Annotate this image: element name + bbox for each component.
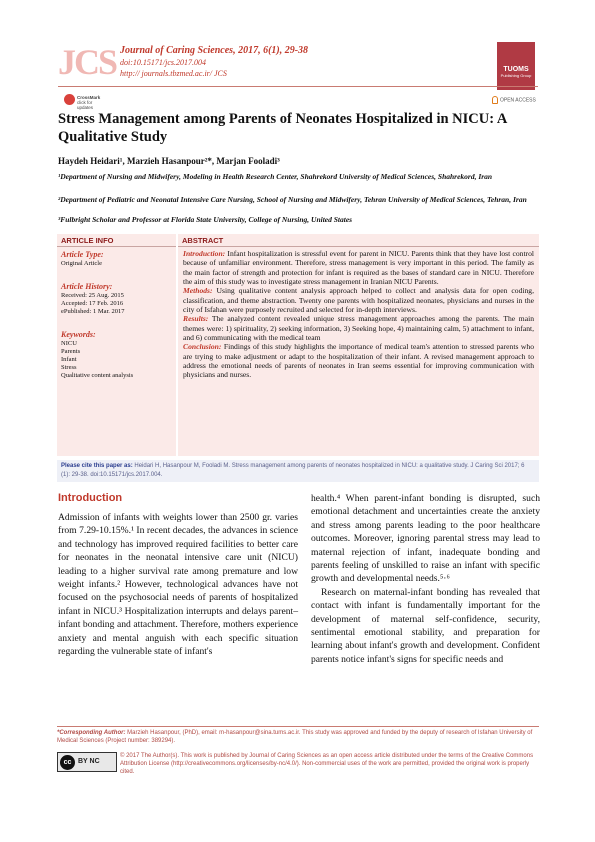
license-section — [57, 752, 539, 792]
journal-doi[interactable]: doi:10.15171/jcs.2017.004 — [120, 58, 206, 67]
crossmark-label: CrossMark — [77, 95, 101, 100]
keyword-item: Parents — [61, 348, 81, 355]
journal-info — [120, 45, 420, 79]
corresponding-author-note — [57, 729, 539, 746]
corresponding-author-label: *Corresponding Author: — [57, 730, 126, 736]
citation-text: Heidari H, Hasanpour M, Fooladi M. Stress management among parents of neonates hospitalized in NICU: a qualitative study. J Caring Sci 2017; 6 (1): 29-38. doi:10.15171/jcs.2017.004. — [61, 463, 525, 478]
crossmark-icon — [64, 94, 75, 105]
accepted-date: Accepted: 17 Feb. 2016 — [61, 300, 124, 307]
keywords-label: Keywords: — [61, 330, 96, 339]
journal-logo: JCS — [58, 42, 117, 82]
article-title: Stress Management among Parents of Neonates Hospitalized in NICU: A Qualitative Study — [58, 111, 507, 145]
open-access-badge — [492, 96, 542, 106]
journal-url[interactable]: http:// journals.tbzmed.ac.ir/ JCS — [120, 69, 227, 78]
keyword-item: Qualitative content analysis — [61, 372, 134, 379]
body-paragraph: Research on maternal-infant bonding has revealed that contact with infant is fundamentally important for the development of maternal self-confidence, security, sentimental emotional stability, and preparation for learning about infant's growth and development. Confident parents notice infant's signs for specific needs and — [311, 586, 540, 665]
license-text: © 2017 The Author(s). This work is published by Journal of Caring Sciences as an open access article distributed under the terms of the Creative Commons Attribution License (http://creativecommons.org/licenses/by-nc/4.0/). Non-commercial uses of the work are permitted, provided the original work is properly cited. — [120, 753, 534, 776]
open-access-label: OPEN ACCESS — [500, 97, 536, 104]
abstract-introduction: Introduction: Infant hospitalization is stressful event for parent in NICU. Parents think that they have lost control because of unfamiliar environment. Therefore, stress management is very important in this period. The family as the main factor of strength and protection for infant is required as the bases of standard care in NICU. Therefore the aim of this study was to investigate stress management in Iranian NICU Parents. — [183, 249, 534, 287]
citation-label: Please cite this paper as: — [61, 463, 133, 469]
received-date: Received: 25 Aug. 2015 — [61, 292, 124, 299]
abstract-conclusion: Conclusion: Findings of this study highlights the importance of medical team's attention to stressed parents who are trying to make adjustment or adapt to the hospitalization of their infant. A revised management approach to address the emotional needs of parents of neonates in Iran seems essential for improving communication with physicians and nurses. — [183, 342, 534, 380]
body-paragraph: health.⁴ When parent-infant bonding is disrupted, such emotional detachment and uncertainties create the anxiety and stress among parents leading to the poor healthcare outcomes. Moreover, ignoring parental stress may lead to maternal rejection of infant, inadequate bonding and parents feeling of unskilled to raise an infant with specific growth and developmental needs.⁵·⁶ — [311, 493, 540, 585]
crossmark-sub: click for updates — [77, 100, 94, 110]
creative-commons-icon: cc — [60, 755, 75, 770]
affiliation-2: ²Department of Pediatric and Neonatal Intensive Care Nursing, School of Nursing and Midwifery, Tehran University of Medical Sciences, Tehran, Iran — [58, 195, 527, 204]
header-divider — [58, 86, 538, 87]
article-history-label: Article History: — [61, 282, 113, 291]
publisher-logo — [497, 42, 535, 90]
abstract-methods: Methods: Using qualitative content analysis approach helped to collect and analysis data for open coding, classification, and theme abstraction. Twenty one parents with hospitalized neonates, physicians and nurses in the city of Isfahan were purposely recruited and selected for in-depth interviews. — [183, 286, 534, 315]
keyword-item: Infant — [61, 356, 77, 363]
article-info-panel — [57, 234, 176, 456]
abstract-panel — [178, 234, 539, 456]
body-right-column — [311, 492, 540, 666]
abstract-results: Results: The analyzed content revealed unique stress management approaches among the parents. The main themes were: 1) spirituality, 2) seeking information, 3) Seeking hope, 4) maintaining calm, 5) attachment to infant, and 6) communicating with the medical team — [183, 314, 534, 343]
corresponding-author-text: Marzieh Hasanpour, (PhD), email: m-hasanpour@sina.tums.ac.ir. This study was approved and funded by the deputy of research of Isfahan University of Medical Sciences (Project number: 389294). — [57, 730, 533, 745]
keyword-item: Stress — [61, 364, 77, 371]
abstract-body — [178, 247, 539, 380]
crossmark-button[interactable] — [64, 94, 104, 110]
cc-license-badge[interactable] — [57, 752, 117, 772]
journal-title: Journal of Caring Sciences, 2017, 6(1), 29-38 — [120, 45, 309, 56]
body-paragraph: Admission of infants with weights lower than 2500 gr. varies from 7.29-10.15%.¹ In recent decades, the advances in science and technology has improved required facilities to better care for neonates in the neonatal intensive care unit (NICU) leading to a higher survival rate among premature and low weight infants.² However, technological advances have not focused on the psychosocial needs of parents of hospitalized infant in NICU.³ Hospitalization interrupts and delays parent–infant bonding and attachment. Therefore, mothers experience anxiety and mental anguish with each specific situation regarding the vulnerable state of infant's — [58, 512, 298, 658]
affiliation-1: ¹Department of Nursing and Midwifery, Modeling in Health Research Center, Shahrekord University of Medical Sciences, Shahrekord, Iran — [58, 172, 493, 181]
body-left-column — [58, 511, 298, 658]
publisher-logo-sub: Publishing Group — [500, 73, 532, 78]
article-info-heading: ARTICLE INFO — [57, 234, 176, 247]
cc-terms: BY NC — [78, 758, 100, 765]
article-type-label: Article Type: — [61, 250, 104, 259]
citation-box — [57, 460, 539, 482]
keyword-item: NICU — [61, 340, 77, 347]
introduction-heading: Introduction — [58, 492, 123, 504]
epublished-date: ePublished: 1 Mar. 2017 — [61, 308, 125, 315]
open-lock-icon — [492, 96, 498, 104]
publisher-logo-text: TUOMS — [503, 66, 529, 73]
author-list: Haydeh Heidari¹, Marzieh Hasanpour²*, Marjan Fooladi³ — [58, 156, 280, 166]
abstract-heading: ABSTRACT — [178, 234, 539, 247]
affiliation-3: ³Fulbright Scholar and Professor at Florida State University, College of Nursing, United States — [58, 215, 353, 224]
article-type-value: Original Article — [61, 260, 102, 267]
footer-divider — [57, 726, 539, 727]
